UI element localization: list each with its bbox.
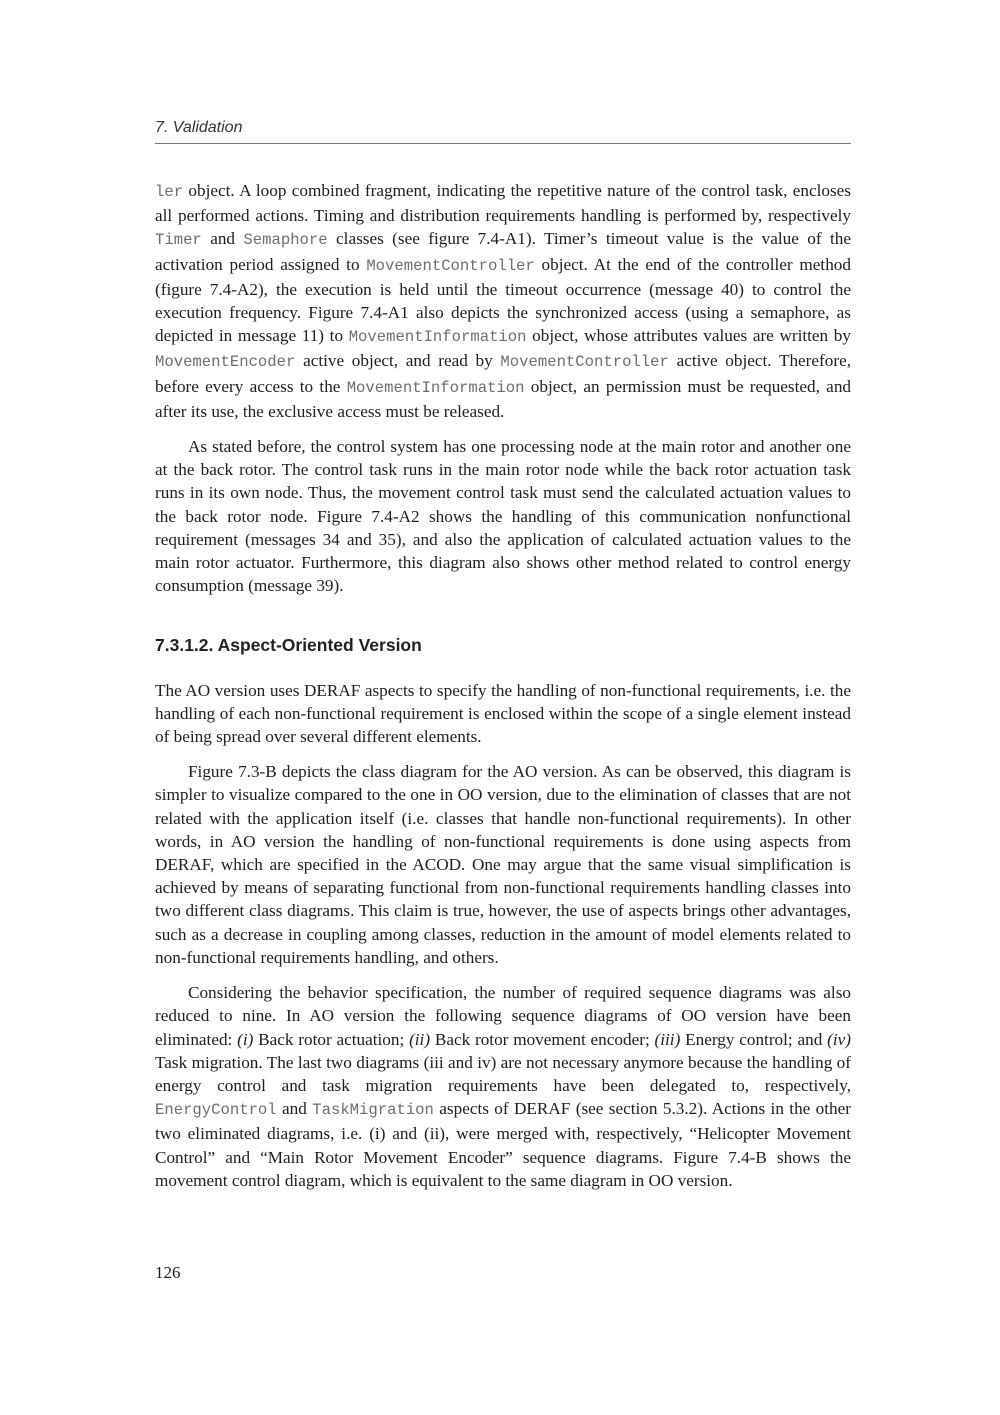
- text-run: and: [276, 1099, 313, 1119]
- text-run: object, an permission must be requested, and after its use, the exclusive access must be released.: [155, 376, 852, 421]
- text-run: and: [201, 229, 244, 249]
- code-ref: Semaphore: [243, 231, 328, 250]
- code-ref: MovementInformation: [346, 378, 525, 397]
- code-ref: ler: [155, 183, 184, 201]
- code-ref: MovementController: [366, 256, 535, 275]
- text-run: Considering the behavior specification, the number of required sequence diagrams was also reduced to nine. In AO version the following sequence diagrams of OO version have been eliminated:: [155, 983, 851, 1049]
- text-run: Back rotor actuation;: [253, 1029, 410, 1049]
- text-run: classes (see figure 7.4-A1). Timer’s timeout value is the value of the activation period assigned to: [155, 229, 851, 274]
- text-run: aspects of DERAF (see section 5.3.2). Actions in the other two eliminated diagrams, i.e. (i) and (ii), were merged with, respectively, “Helicopter Movement Control” and “Main Rotor Movement Encoder” sequence diagrams. Figure 7.4-B shows the movement control diagram, which is equivalent to the same diagram in OO version.: [155, 1099, 851, 1190]
- paragraph-1: [155, 179, 851, 423]
- code-ref: EnergyControl: [155, 1101, 277, 1120]
- italic-numeral: (iii): [654, 1029, 681, 1049]
- paragraph-4: Figure 7.3-B depicts the class diagram for the AO version. As can be observed, this diagram is simpler to visualize compared to the one in OO version, due to the elimination of classes that are not related with the application itself (i.e. classes that handle non-functional requirements). In other words, in AO version the handling of non-functional requirements is done using aspects from DERAF, which are specified in the ACOD. One may argue that the same visual simplification is achieved by means of separating functional from non-functional requirements handling classes into two different class diagrams. This claim is true, however, the use of aspects brings other advantages, such as a decrease in coupling among classes, reduction in the amount of model elements related to non-functional requirements handling, and others.: [155, 762, 851, 967]
- code-ref: MovementController: [500, 353, 669, 372]
- code-ref: TaskMigration: [312, 1101, 434, 1120]
- text-run: active object, and read by: [295, 351, 501, 371]
- text-run: object. A loop combined fragment, indicating the repetitive nature of the control task, encloses all performed actions. Timing and distribution requirements handling is performed by, respectively: [155, 181, 851, 226]
- paragraph-3: The AO version uses DERAF aspects to specify the handling of non-functional requirements, i.e. the handling of each non-functional requirement is enclosed within the scope of a single element instead of being spread over several different elements.: [155, 680, 851, 747]
- italic-numeral: (ii): [409, 1029, 431, 1049]
- chapter-title: 7. Validation: [155, 119, 243, 136]
- code-ref: MovementEncoder: [155, 353, 296, 372]
- code-ref: MovementInformation: [348, 328, 527, 347]
- text-run: Task migration. The last two diagrams (iii and iv) are not necessary anymore because the handling of energy control and task migration requirements have been delegated to, respectively,: [155, 1052, 851, 1095]
- text-run: object. At the end of the controller method (figure 7.4-A2), the execution is held until the timeout occurrence (message 40) to control the execution frequency. Figure 7.4-A1 also depicts the synchronized access (using a semaphore, as depicted in message 11) to: [155, 254, 851, 346]
- text-run: object, whose attributes values are written by: [526, 326, 851, 346]
- paragraph-2: As stated before, the control system has one processing node at the main rotor and another one at the back rotor. The control task runs in the main rotor node while the back rotor actuation task runs in its own node. Thus, the movement control task must send the calculated actuation values to the back rotor node. Figure 7.4-A2 shows the handling of this communication nonfunctional requirement (messages 34 and 35), and also the application of calculated actuation values to the main rotor actuator. Furthermore, this diagram also shows other method related to control energy consumption (message 39).: [155, 437, 851, 596]
- italic-numeral: (i): [237, 1029, 254, 1049]
- paragraph-5: [155, 981, 851, 1192]
- text-run: active object. Therefore, before every access to the: [155, 351, 851, 396]
- page-body: [155, 179, 851, 1204]
- text-run: Energy control; and: [680, 1029, 828, 1049]
- code-ref: Timer: [155, 231, 202, 250]
- text-run: Back rotor movement encoder;: [430, 1029, 655, 1049]
- italic-numeral: (iv): [827, 1029, 851, 1049]
- running-header: [155, 119, 851, 144]
- page-number: 126: [155, 1263, 181, 1282]
- section-heading: 7.3.1.2. Aspect-Oriented Version: [155, 635, 422, 656]
